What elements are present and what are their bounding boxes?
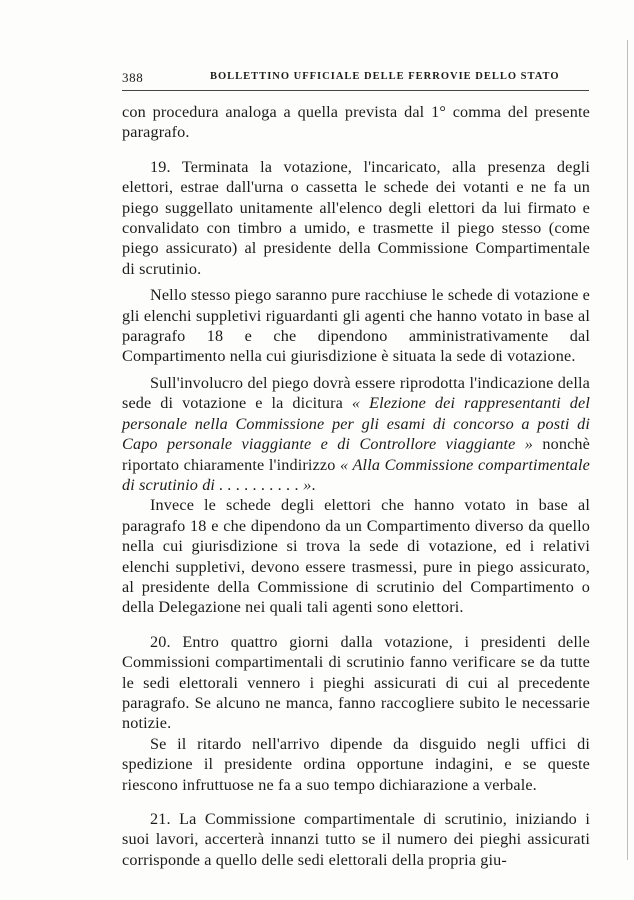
paragraph-20-ritardo: Se il ritardo nell'arrivo dipende da disguido negli uffici di spedizione il presidente ordina opportune indagini, e se queste riescono infruttuose ne fa a suo tempo dichiarazione a verbale. <box>122 734 590 794</box>
involucro-text-c: . <box>311 475 316 494</box>
paragraph-20: 20. Entro quattro giorni dalla votazione, i presidenti delle Commissioni compartimentali di scrutinio fanno verificare se da tutte le sedi elettorali vennero i pieghi assicurati di cui al precedente paragrafo. Se alcuno ne manca, fanno raccogliere subito le necessarie notizie. <box>122 632 590 733</box>
body-text <box>122 102 590 870</box>
paragraph-19-piego: Nello stesso piego saranno pure racchiuse le schede di votazione e gli elenchi suppletivi riguardanti gli agenti che hanno votato in base al paragrafo 18 e che dipendono amministrativamente dal Compartimento nella cui giurisdizione è situata la sede di votazione. <box>122 286 590 366</box>
page-number: 388 <box>122 70 144 85</box>
header-rule <box>122 90 589 91</box>
paragraph-21: 21. La Commissione compartimentale di scrutinio, iniziando i suoi lavori, accerterà innanzi tutto se il numero dei pieghi assicurati corrisponde a quello delle sedi elettorali della propria giu- <box>122 810 590 869</box>
involucro-text-b: nonchè riportato chiaramente l'indirizzo <box>122 435 590 474</box>
page-header <box>122 70 587 88</box>
running-title: BOLLETTINO UFFICIALE DELLE FERROVIE DELLO STATO <box>210 71 560 82</box>
page-edge-line <box>627 40 628 860</box>
involucro-text-a: Sull'involucro del piego dovrà essere riprodotta l'indicazione della sede di votazione e la dicitura <box>122 373 590 413</box>
paragraph-19-invece: Invece le schede degli elettori che hanno votato in base al paragrafo 18 e che dipendono da un Compartimento diverso da quello nella cui giurisdizione si trova la sede di votazione, ed i relativi elenchi suppletivi, devono essere trasmessi, pure in piego assicurato, al presidente della Commissione di scrutinio del Compartimento o della Delegazione nei quali tali agenti sono elettori. <box>122 496 590 617</box>
paragraph-continuation: con procedura analoga a quella prevista dal 1° comma del presente paragrafo. <box>122 103 590 142</box>
involucro-dicitura: « Elezione dei rappresentanti del personale nella Commissione per gli esami di concorso a posti di Capo personale viaggiante e di Controllore viaggiante » <box>122 394 590 454</box>
paragraph-19-involucro <box>122 373 590 495</box>
paragraph-19: 19. Terminata la votazione, l'incaricato, alla presenza degli elettori, estrae dall'urna o cassetta le schede dei votanti e ne fa un piego suggellato unitamente all'elenco degli elettori da lui firmato e convalidato con timbro a umido, e trasmette il piego stesso (come piego assicurato) al presidente della Commissione Compartimentale di scrutinio. <box>122 157 590 278</box>
involucro-indirizzo: « Alla Commissione compartimentale di scrutinio di . . . . . . . . . . » <box>122 455 590 494</box>
